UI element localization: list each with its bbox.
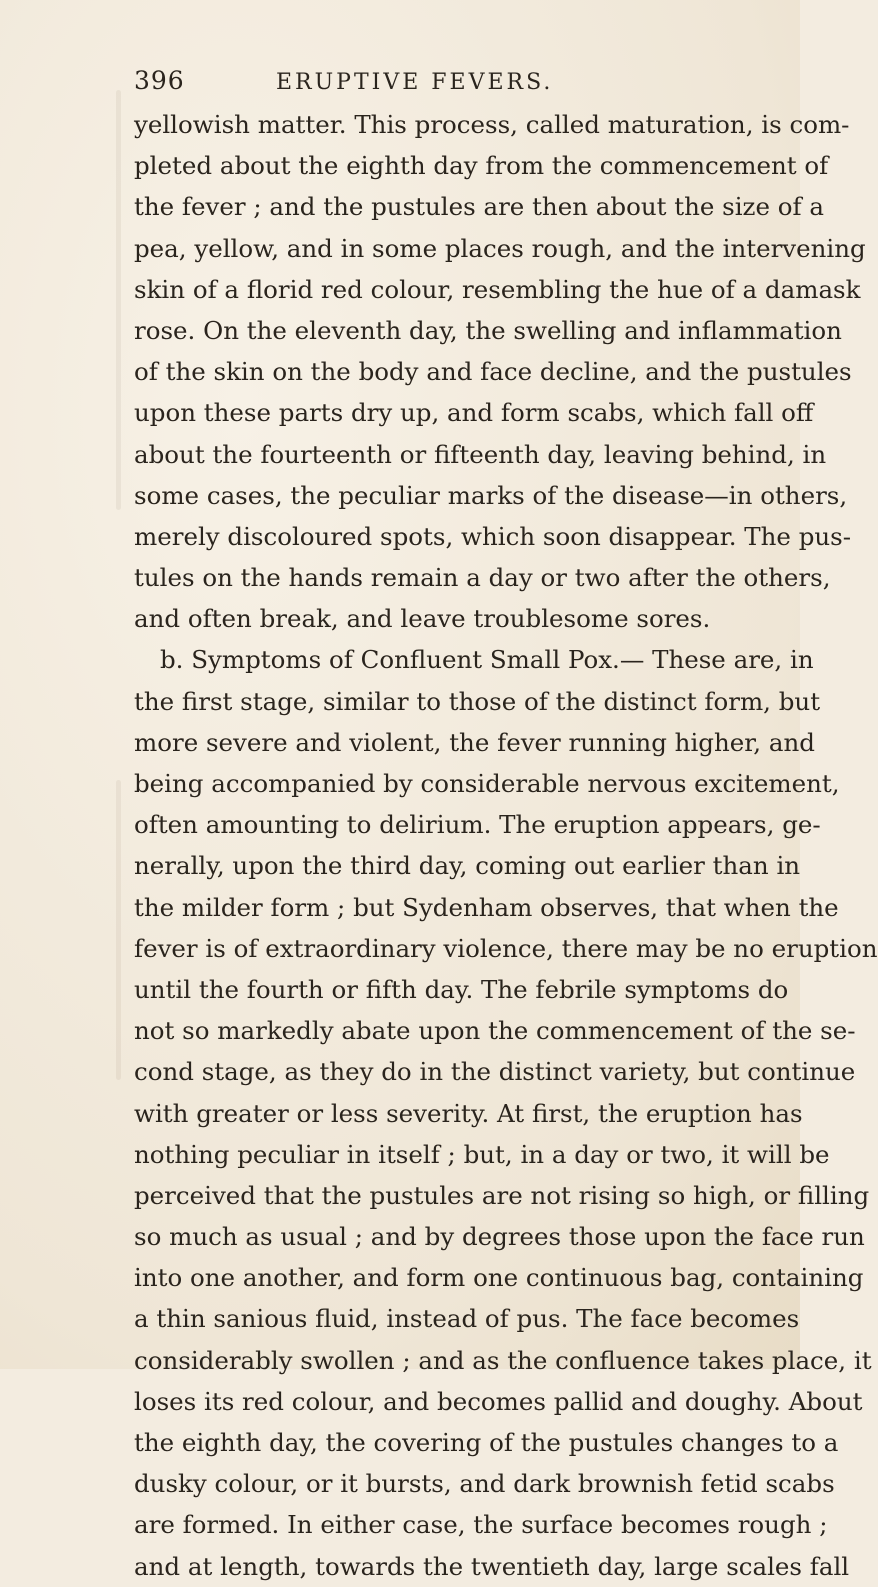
text-line: are formed. In either case, the surface becomes rough ;: [134, 1510, 828, 1540]
text-line: and often break, and leave troublesome sores.: [134, 604, 711, 634]
text-line: the milder form ; but Sydenham observes, that when the: [134, 892, 839, 922]
section-heading-line: b. Symptoms of Confluent Small Pox.— These are, in: [160, 645, 814, 675]
text-line: some cases, the peculiar marks of the disease—in others,: [134, 480, 848, 510]
text-line: not so markedly abate upon the commencement of the se-: [134, 1016, 856, 1046]
text-line: skin of a florid red colour, resembling the hue of a damask: [134, 274, 861, 304]
text-line: fever is of extraordinary violence, there may be no eruption: [134, 933, 878, 963]
text-line: until the fourth or fifth day. The febrile symptoms do: [134, 974, 789, 1004]
running-head: ERUPTIVE FEVERS.: [276, 70, 554, 95]
page-margin-stain: [116, 780, 121, 1080]
page-number: 396: [134, 66, 185, 95]
text-line: being accompanied by considerable nervous excitement,: [134, 769, 840, 798]
text-line: often amounting to delirium. The eruption appears, ge-: [134, 810, 821, 840]
text-line: loses its red colour, and becomes pallid and doughy. About: [134, 1386, 863, 1416]
text-line: cond stage, as they do in the distinct variety, but continue: [134, 1057, 856, 1087]
text-line: of the skin on the body and face decline, and the pustules: [134, 357, 852, 387]
text-line: dusky colour, or it bursts, and dark brownish fetid scabs: [134, 1469, 835, 1499]
text-line: considerably swollen ; and as the confluence takes place, it: [134, 1345, 872, 1375]
text-line: nerally, upon the third day, coming out earlier than in: [134, 851, 801, 881]
text-line: a thin sanious fluid, instead of pus. The face becomes: [134, 1304, 800, 1334]
text-line: more severe and violent, the fever running higher, and: [134, 727, 815, 757]
text-line: merely discoloured spots, which soon disappear. The pus-: [134, 521, 852, 551]
text-line: and at length, towards the twentieth day, large scales fall: [134, 1551, 850, 1581]
text-line: the eighth day, the covering of the pustules changes to a: [134, 1428, 839, 1457]
text-line: upon these parts dry up, and form scabs, which fall off: [134, 398, 814, 428]
text-line: the fever ; and the pustules are then about the size of a: [134, 192, 824, 222]
page-header: [0, 66, 800, 106]
text-line: pea, yellow, and in some places rough, and the intervening: [134, 233, 866, 263]
text-line: perceived that the pustules are not rising so high, or filling: [134, 1180, 870, 1210]
text-line: with greater or less severity. At first, the eruption has: [134, 1098, 803, 1128]
text-line: so much as usual ; and by degrees those upon the face run: [134, 1222, 865, 1252]
text-line: pleted about the eighth day from the commencement of: [134, 151, 829, 181]
body-text: [134, 104, 878, 1587]
text-line: about the fourteenth or fifteenth day, leaving behind, in: [134, 439, 827, 469]
text-line: yellowish matter. This process, called maturation, is com-: [134, 110, 850, 139]
text-line: into one another, and form one continuous bag, containing: [134, 1263, 864, 1293]
text-line: rose. On the eleventh day, the swelling and inflammation: [134, 315, 842, 345]
text-line: tules on the hands remain a day or two after the others,: [134, 563, 831, 593]
text-line: nothing peculiar in itself ; but, in a day or two, it will be: [134, 1139, 830, 1169]
page-margin-stain: [116, 90, 121, 510]
text-line: the first stage, similar to those of the distinct form, but: [134, 686, 821, 716]
